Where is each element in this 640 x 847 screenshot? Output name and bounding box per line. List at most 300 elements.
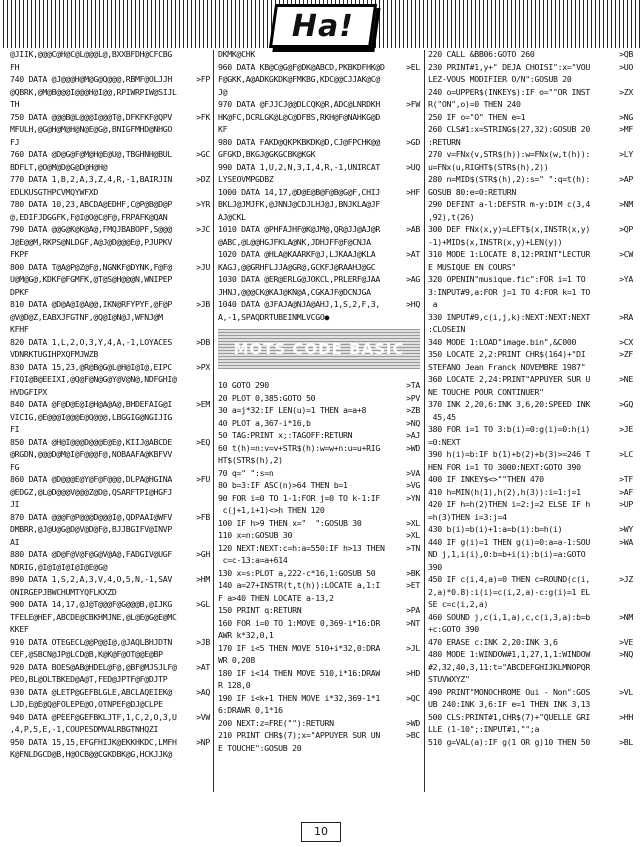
code-text: J@ — [218, 86, 228, 97]
listing-line — [428, 123, 633, 136]
listing-line — [428, 273, 633, 286]
checksum — [398, 742, 420, 755]
checksum: >HH — [619, 711, 633, 722]
checksum — [188, 48, 210, 61]
listing-line — [428, 448, 633, 461]
checksum — [611, 298, 633, 311]
checksum: >GL — [196, 599, 210, 609]
code-text: @ABC,@L@@HGJFKLA@NK,JDHJFF@F@CNJA — [218, 236, 371, 247]
checksum: >VL — [619, 686, 633, 697]
listing-line — [10, 223, 210, 236]
checksum — [398, 148, 420, 161]
listing-line — [10, 61, 210, 74]
code-text: KKEF — [10, 624, 29, 634]
listing-line — [218, 61, 420, 74]
checksum: >JU — [196, 261, 210, 272]
code-text: 290 DEFINT a-l:DEFSTR m-y:DIM c(3,4 — [428, 199, 591, 209]
listing-line — [428, 536, 633, 549]
code-text: =0:NEXT — [428, 436, 461, 447]
checksum: >BK — [406, 567, 420, 578]
listing-line — [10, 723, 210, 736]
code-text: 130 x=s:PLOT a,222-c*16,1:GOSUB 50 — [218, 567, 376, 578]
code-text: 940 DATA @PEEF@GEFBKLJTF,1,C,2,O,3,U — [10, 711, 177, 722]
listing-line — [428, 561, 633, 574]
code-text: NDRIG,@I@I@I@I@I@E@G@ — [10, 561, 108, 572]
listing-line — [10, 436, 210, 449]
checksum: >JB — [196, 636, 210, 647]
checksum — [611, 436, 633, 449]
code-text: 120 NEXT:NEXT:c=h:a=550:IF h>13 THEN — [218, 542, 385, 553]
code-text: 190 IF i<k+1 THEN MOVE i*32,369-1*1 — [218, 692, 381, 703]
checksum: >ET — [406, 580, 420, 590]
listing-line — [218, 517, 420, 530]
listing-line — [218, 148, 420, 161]
listing-line — [428, 223, 633, 236]
code-text: c(j+1,i+1)<>h THEN 120 — [218, 505, 325, 515]
checksum — [611, 623, 633, 636]
listing-line — [10, 473, 210, 486]
code-text: 70 q=" ":s=n — [218, 467, 274, 478]
checksum: >AQ — [196, 686, 210, 697]
listing-line — [428, 461, 633, 474]
code-text: 360 LOCATE 2,24:PRINT"APPUYER SUR U — [428, 374, 591, 384]
code-text: 310 MODE 1:LOCATE 8,12:PRINT"LECTUR — [428, 249, 591, 259]
listing-line — [428, 648, 633, 661]
checksum — [611, 561, 633, 574]
code-text: 370 INK 2,20,6:INK 3,6,20:SPEED INK — [428, 399, 591, 409]
code-text: 860 DATA @D@@@E@Y@F@F@@@,DLPA@HGINA — [10, 474, 173, 484]
checksum — [188, 423, 210, 436]
checksum — [611, 386, 633, 399]
code-text: STUVWXYZ" — [428, 674, 470, 684]
checksum — [611, 461, 633, 474]
listing-line — [428, 148, 633, 161]
listing-line — [10, 673, 210, 686]
checksum — [611, 286, 633, 299]
listing-line — [10, 211, 210, 224]
code-text: MFULH,@G@H@M@H@N@E@G@,BNIGFMHD@NHGO — [10, 124, 173, 134]
checksum — [398, 48, 420, 61]
checksum — [188, 386, 210, 399]
code-text: ND j,1,i(i),0:b=b+i(i):b(i)=a:GOTO — [428, 549, 586, 559]
code-text: E TOUCHE":GOSUB 20 — [218, 742, 302, 753]
listing-line — [10, 686, 210, 699]
checksum: >FP — [196, 74, 210, 84]
code-text: 280 n=MID$(STR$(h),2):s=" ":q=t(h): — [428, 174, 591, 184]
listing-line — [428, 661, 633, 674]
code-text: 380 FOR i=1 TO 3:b(i)=0:g(i)=0:h(i) — [428, 424, 591, 434]
code-text: 240 o=UPPER$(INKEY$):IF o=""OR INST — [428, 86, 591, 97]
checksum: >AT — [196, 661, 210, 672]
checksum — [398, 73, 420, 86]
checksum — [398, 592, 420, 605]
code-text: @JIIK,@@@C@H@C@L@@@L@,BXXBFDH@CFCBG — [10, 49, 173, 59]
code-text: AJ@CKL — [218, 211, 246, 222]
checksum: >XL — [406, 530, 420, 540]
listing-line — [10, 623, 210, 636]
listing-line — [10, 698, 210, 711]
checksum — [188, 648, 210, 661]
listing-line — [428, 598, 633, 611]
code-text: 900 DATA 14,17,@J@T@@@F@G@@@B,@IJKG — [10, 599, 173, 609]
code-text: 890 DATA 1,S,2,A,3,V,4,O,5,N,-1,SAV — [10, 574, 173, 584]
checksum — [188, 373, 210, 386]
checksum — [611, 661, 633, 674]
checksum — [188, 748, 210, 761]
code-text: 230 PRINT#1,y+" DEJA CHOISI":x="VOU — [428, 61, 591, 72]
code-text: JHNJ,@@@CK@KAJ@KN@A,CGKAJF@DCNJGA — [218, 286, 371, 297]
listing-line — [428, 573, 633, 586]
checksum — [188, 523, 210, 536]
ha-logo — [269, 4, 377, 48]
listing-line — [428, 311, 633, 324]
code-text: #2,32,40,3,11:t="ABCDEFGHIJKLMNOPQR — [428, 661, 591, 672]
listing-line — [428, 248, 633, 261]
listing-line — [218, 236, 420, 249]
checksum — [611, 511, 633, 524]
code-text: 410 h=MIN(h(1),h(2),h(3)):i=1:j=1 — [428, 486, 581, 497]
checksum: >HQ — [406, 299, 420, 309]
code-text: 390 — [428, 561, 442, 572]
listing-line — [428, 398, 633, 411]
listing-column-1 — [10, 48, 210, 761]
checksum: >FU — [196, 474, 210, 484]
checksum: >GH — [196, 549, 210, 559]
code-text: :CLOSEIN — [428, 324, 466, 334]
checksum — [398, 261, 420, 274]
listing-line — [428, 373, 633, 386]
listing-line — [218, 642, 420, 655]
code-text: LEZ-VOUS MODIFIER O/N":GOSUB 20 — [428, 74, 572, 84]
code-text: =h(3)THEN i=3:j=4 — [428, 511, 507, 522]
code-text: 960 DATA KB@C@G@F@DK@ABCD,PKBKDFHK@D — [218, 61, 385, 72]
checksum — [188, 448, 210, 461]
listing-line — [10, 411, 210, 424]
code-text: 2,a)*0.8):i(i)=c(i,2,a)-c:g(i)=1 EL — [428, 586, 591, 597]
code-text: @V@D@Z,EABXJFGTNF,@Q@I@N@J,WFNJ@M — [10, 311, 163, 322]
checksum: >WY — [619, 524, 633, 534]
listing-line — [10, 186, 210, 199]
checksum — [188, 86, 210, 99]
checksum — [611, 161, 633, 174]
checksum: >JL — [406, 642, 420, 653]
checksum — [398, 173, 420, 186]
checksum: >TF — [619, 474, 633, 484]
code-text: R 128,0 — [218, 680, 251, 690]
listing-line — [218, 404, 420, 417]
checksum: >EQ — [196, 436, 210, 447]
code-text: 50 TAG:PRINT x;:TAGOFF:RETURN — [218, 430, 353, 440]
listing-line — [218, 567, 420, 580]
checksum: >QC — [406, 692, 420, 703]
banner-title: MOTS CODE BASIC — [233, 339, 405, 358]
code-text: @EDGZ,@L@D@@@V@@@Z@D@,QSARFTPI@HGFJ — [10, 486, 173, 497]
checksum: >RA — [619, 311, 633, 322]
code-text: 440 IF g(i)=1 THEN g(i)=0:a=a-1:SOU — [428, 536, 591, 547]
code-text: FJ — [10, 136, 20, 147]
code-text: 260 CLS#1:x=STRING$(27,32):GOSUB 20 — [428, 124, 591, 134]
listing-line — [218, 717, 420, 730]
listing-line — [10, 161, 210, 174]
listing-line — [428, 98, 633, 111]
listing-line — [10, 536, 210, 549]
code-text: c=c-13:a=a+614 — [218, 555, 288, 565]
checksum: >UP — [619, 499, 633, 509]
checksum — [611, 136, 633, 149]
checksum — [398, 286, 420, 299]
checksum — [188, 561, 210, 574]
listing-line — [218, 261, 420, 274]
listing-line — [10, 86, 210, 99]
code-text: 20 PLOT 0,385:GOTO 50 — [218, 392, 316, 403]
listing-line — [218, 73, 420, 86]
listing-line — [428, 386, 633, 399]
code-text: ,4,P,5,E,-1,COUPESDMVALRBGTNHQZI — [10, 724, 159, 734]
code-text: FIQI@B@EEIXI,@Q@F@N@G@Y@V@N@,NDFGHI@ — [10, 374, 177, 384]
code-text: HK@FC,DCRLGK@L@C@DFBS,RKH@F@NAHKG@D — [218, 111, 381, 122]
listing-line — [10, 361, 210, 374]
listing-line — [10, 398, 210, 411]
listing-line — [218, 298, 420, 311]
checksum — [188, 698, 210, 711]
checksum: >FW — [406, 99, 420, 109]
code-text: WR 0,208 — [218, 655, 256, 665]
listing-line — [10, 636, 210, 649]
listing-line — [218, 417, 420, 430]
listing-line — [428, 623, 633, 636]
code-text: 160 FOR i=0 TO 1:MOVE 0,369-i*16:DR — [218, 617, 381, 628]
listing-line — [218, 579, 420, 592]
listing-line — [10, 498, 210, 511]
listing-line — [218, 542, 420, 555]
checksum — [188, 586, 210, 599]
checksum: >FB — [196, 511, 210, 522]
listing-line — [428, 161, 633, 174]
code-text: STEFANO Jean Franck NOVEMBRE 1987" — [428, 361, 586, 372]
checksum: >TA — [406, 380, 420, 390]
checksum — [188, 323, 210, 336]
listing-line — [428, 611, 633, 624]
listing-line — [10, 323, 210, 336]
code-text: 470 ERASE c:INK 2,20:INK 3,6 — [428, 636, 558, 647]
checksum — [611, 698, 633, 711]
code-text: 510 g=VAL(a):IF g(1 OR g)10 THEN 50 — [428, 736, 591, 747]
listing-line — [218, 311, 420, 324]
code-text: 60 t(h)=n:v=v+STR$(h):w=w+n:u=u+RIG — [218, 442, 381, 453]
listing-line — [428, 473, 633, 486]
checksum — [398, 654, 420, 667]
code-text: PEO,BL@OLTBKED@A@T,FED@JPTF@F@DJTP — [10, 674, 168, 684]
code-text: 6:DRAWR 0,1*16 — [218, 705, 283, 715]
listing-line — [10, 336, 210, 349]
code-text: BDFLT,@O@M@D@G@D@H@H@ — [10, 161, 108, 172]
checksum: >TN — [406, 542, 420, 553]
listing-line — [428, 436, 633, 449]
checksum — [398, 236, 420, 249]
code-text: A,-1,SPAQDRTUBEINMLVCGO● — [218, 311, 330, 322]
checksum — [611, 361, 633, 374]
listing-line — [428, 211, 633, 224]
code-text: 880 DATA @D@F@V@F@G@V@A@,FADGIV@UGF — [10, 549, 173, 559]
checksum — [611, 673, 633, 686]
listing-line — [218, 454, 420, 467]
listing-line — [218, 379, 420, 392]
code-text: 140 a=27+INSTR(t,t(h)):LOCATE a,1:I — [218, 580, 381, 590]
code-text: LJD,E@E@Q@FOLEPE@O,OTNPEF@DJ@CLPE — [10, 699, 163, 709]
checksum — [188, 136, 210, 149]
listing-line — [10, 461, 210, 474]
code-text: 1030 DATA @ER@ERLG@JOKCL,PRLERF@JAA — [218, 274, 381, 284]
listing-line — [428, 286, 633, 299]
checksum: >CX — [619, 336, 633, 347]
checksum — [398, 211, 420, 224]
listing-line — [218, 604, 420, 617]
checksum: >JB — [196, 299, 210, 309]
listing-line — [428, 686, 633, 699]
code-text: 100 IF h>9 THEN x=" ":GOSUB 30 — [218, 517, 362, 528]
checksum — [398, 111, 420, 124]
checksum: >VW — [196, 711, 210, 722]
listing-line — [428, 673, 633, 686]
checksum: >PA — [406, 605, 420, 615]
code-text: 270 v=FNx(v,STR$(h)):w=FNx(w,t(h)): — [428, 149, 591, 159]
listing-line — [428, 48, 633, 61]
listing-line — [218, 273, 420, 286]
code-text: 770 DATA 1,B,2,A,3,Z,4,R,-1,BAIRJIN — [10, 174, 173, 184]
listing-line — [10, 573, 210, 586]
code-text: 450 IF c(i,4,a)=0 THEN c=ROUND(c(i, — [428, 574, 591, 584]
checksum: >YN — [406, 492, 420, 503]
listing-line — [10, 136, 210, 149]
code-text: 930 DATA @LETP@GEFBLGLE,ABCLAQEIEK@ — [10, 686, 173, 697]
code-text: 970 DATA @FJJCJ@@DLCQK@R,ADC@LNRDKH — [218, 99, 381, 109]
listing-line — [428, 523, 633, 536]
checksum: >DZ — [196, 174, 210, 184]
checksum: >BC — [406, 730, 420, 740]
listing-line — [428, 586, 633, 599]
checksum — [188, 161, 210, 174]
code-text: DPKF — [10, 286, 29, 297]
code-text: J@E@@M,RKPS@NLDGF,A@J@D@@@E@,PJUPKV — [10, 236, 173, 247]
listing-line — [218, 617, 420, 630]
section-banner — [218, 329, 420, 369]
checksum — [398, 554, 420, 567]
listing-column-2 — [218, 48, 420, 754]
code-text: a — [428, 299, 438, 309]
listing-line — [428, 423, 633, 436]
code-text: @,EDIFJDGGFK,F@I@O@C@F@,FRPAFK@QAN — [10, 211, 168, 222]
listing-line — [428, 73, 633, 86]
checksum — [398, 679, 420, 692]
listing-line — [10, 123, 210, 136]
checksum: >EL — [406, 61, 420, 72]
checksum: >NT — [406, 617, 420, 628]
checksum — [398, 704, 420, 717]
listing-line — [218, 529, 420, 542]
listing-line — [10, 236, 210, 249]
code-text: AI — [10, 536, 20, 547]
listing-line — [428, 186, 633, 199]
code-text: 400 IF INKEY$<>""THEN 470 — [428, 474, 544, 484]
code-text: 870 DATA @@@F@P@@@D@@@I@,QDPAAI@WFV — [10, 511, 173, 522]
listing-line — [218, 667, 420, 680]
code-text: CEF,@SBCN@JP@LCD@B,K@K@F@OT@@E@BP — [10, 649, 163, 659]
code-text: LYSEOVMPGDBZ — [218, 174, 274, 184]
checksum: >ZF — [619, 349, 633, 359]
code-text: EDLKUSGTHPCVMQYWFXD — [10, 186, 98, 197]
listing-line — [218, 692, 420, 705]
listing-line — [218, 98, 420, 111]
checksum: >YR — [196, 199, 210, 209]
checksum: >CW — [619, 249, 633, 259]
code-text: R("ON",o)=0 THEN 240 — [428, 99, 521, 109]
checksum: >LC — [619, 449, 633, 459]
listing-line — [10, 311, 210, 324]
listing-line — [428, 236, 633, 249]
listing-line — [428, 173, 633, 186]
code-text: 1010 DATA @PHFAJHF@K@JM@,QR@JJ@AJ@R — [218, 224, 381, 234]
code-text: 780 DATA 10,23,ABCDA@EDHF,C@P@B@D@P — [10, 199, 173, 209]
code-text: 980 DATA FAKD@QKPKBKDK@D,CJ@FPCHK@@ — [218, 136, 381, 147]
listing-line — [218, 592, 420, 605]
listing-line — [10, 648, 210, 661]
checksum — [611, 236, 633, 249]
code-text: 150 PRINT q:RETURN — [218, 605, 302, 615]
listing-line — [10, 511, 210, 524]
listing-line — [428, 111, 633, 124]
checksum: >UO — [619, 61, 633, 72]
checksum — [188, 273, 210, 286]
code-text: 740 DATA @J@@@H@M@G@Q@@@,RBMF@OLJJH — [10, 74, 173, 84]
listing-column-3 — [428, 48, 633, 748]
code-text: KAGJ,@@GRHFLJJA@GR@,GCKFJ@RAAHJ@GC — [218, 261, 376, 272]
listing-line — [218, 223, 420, 236]
checksum — [188, 248, 210, 261]
code-text: FI — [10, 424, 20, 434]
code-text: 460 SOUND j,c(i,1,a),c,c(i,3,a):b=b — [428, 611, 591, 622]
listing-line — [218, 392, 420, 405]
listing-line — [10, 373, 210, 386]
checksum: >EM — [196, 399, 210, 409]
checksum — [188, 236, 210, 249]
checksum: >DB — [196, 336, 210, 347]
code-text: 920 DATA BOES@AB@HDEL@F@,@BF@MJSJLF@ — [10, 661, 177, 672]
listing-line — [10, 298, 210, 311]
checksum: >LY — [619, 149, 633, 159]
code-text: FKPF — [10, 249, 29, 259]
checksum: >GQ — [619, 399, 633, 409]
code-text: F a>40 THEN LOCATE a-13,2 — [218, 592, 334, 603]
listing-line — [10, 486, 210, 499]
checksum — [398, 629, 420, 642]
listing-line — [428, 86, 633, 99]
code-text: 90 FOR i=0 TO 1-1:FOR j=0 TO k-1:IF — [218, 492, 381, 503]
checksum — [611, 411, 633, 424]
checksum — [188, 461, 210, 474]
listing-line — [10, 286, 210, 299]
logo-text: Ha! — [291, 8, 355, 44]
code-text: LLE (1-10";:INPUT#1,"";a — [428, 724, 540, 734]
code-text: 750 DATA @@@B@L@@@I@@@T@,DFKFKF@QPV — [10, 111, 173, 122]
checksum — [188, 286, 210, 299]
checksum: >PX — [196, 361, 210, 372]
listing-line — [218, 729, 420, 742]
checksum: >JC — [196, 224, 210, 234]
listing-line — [428, 261, 633, 274]
code-text: E MUSIQUE EN COURS" — [428, 261, 516, 272]
code-text: FH — [10, 61, 20, 72]
code-text: 950 DATA 15,15,EFGFHIJK@EKKHKDC,LMFH — [10, 736, 177, 747]
